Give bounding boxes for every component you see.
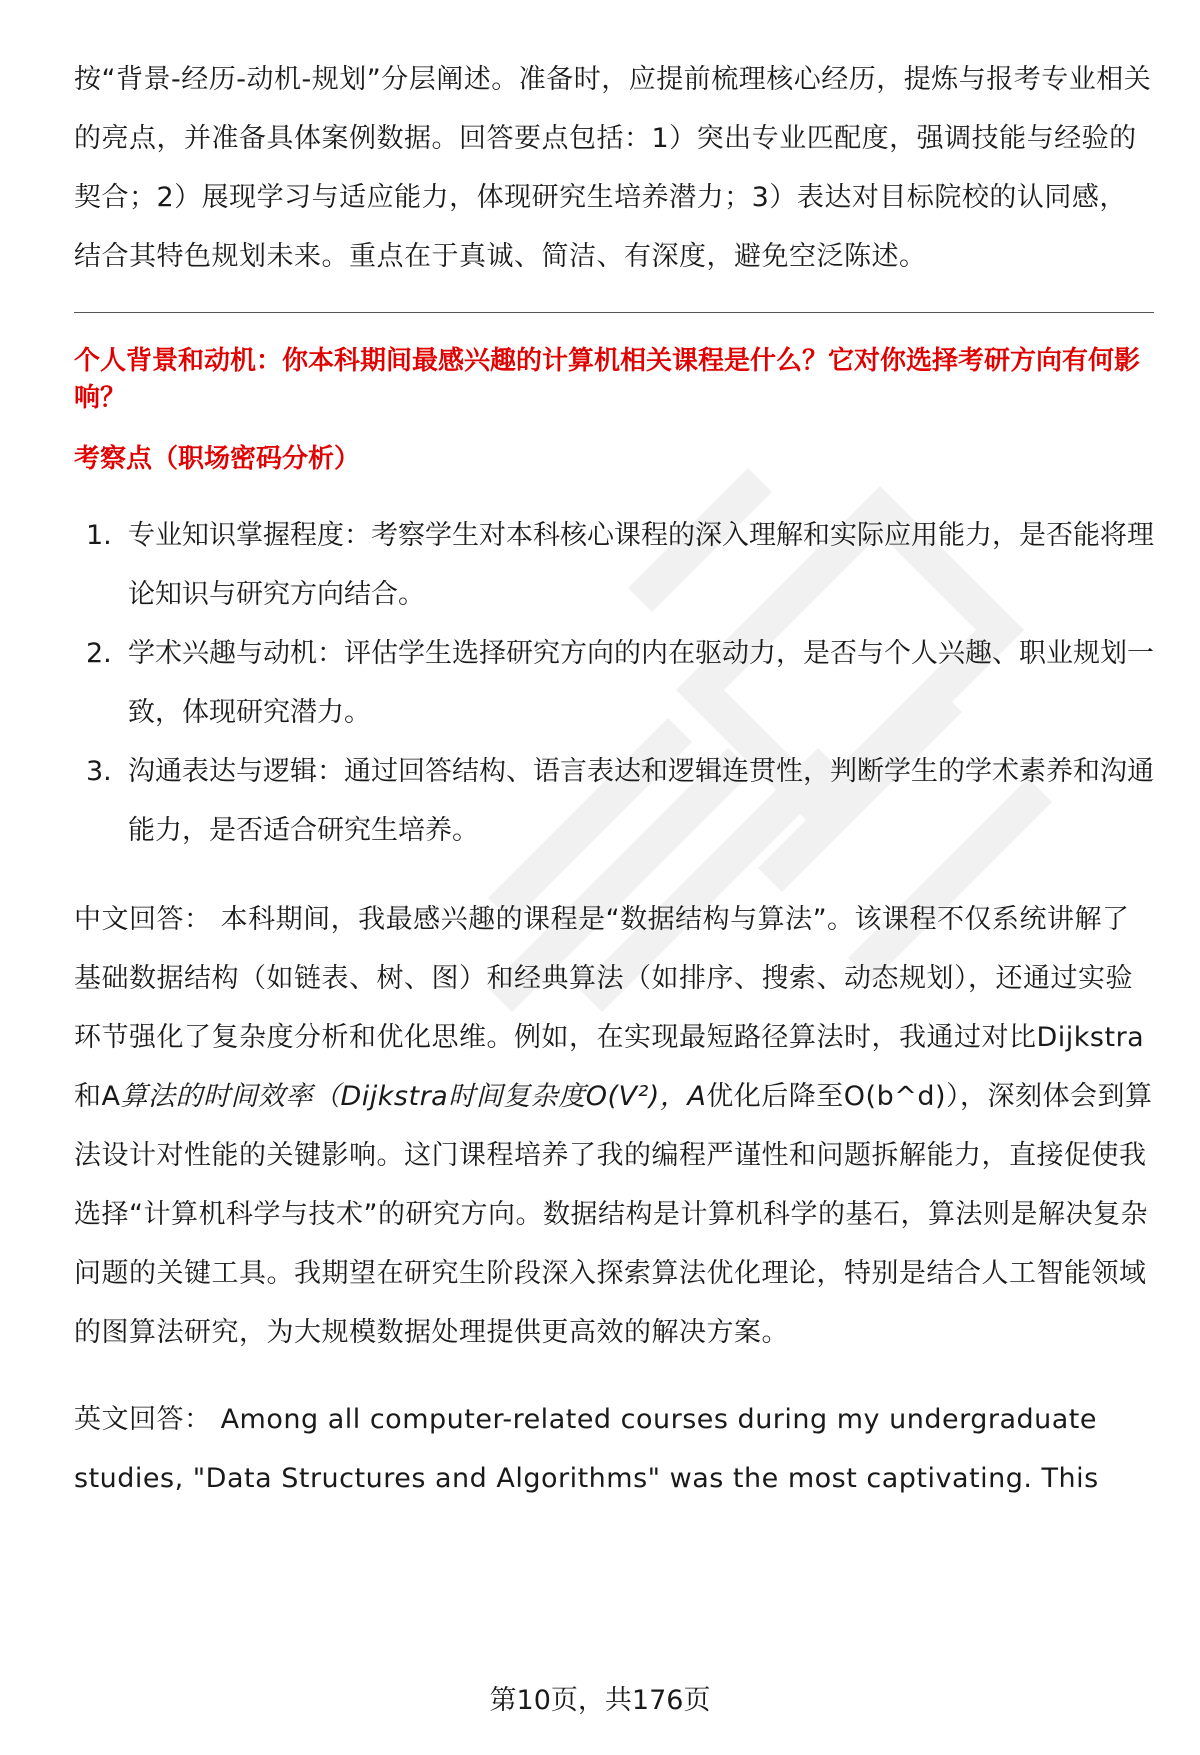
- list-item-text: 沟通表达与逻辑：通过回答结构、语言表达和逻辑连贯性，判断学生的学术素养和沟通能力，是否适合研究生培养。: [128, 756, 1154, 846]
- chinese-answer: [74, 890, 1154, 1362]
- list-item: [74, 742, 1154, 860]
- list-item-text: 学术兴趣与动机：评估学生选择研究方向的内在驱动力，是否与个人兴趣、职业规划一致，体现研究潜力。: [128, 638, 1154, 728]
- chinese-answer-text-2: 优化后降至O(b^d)），深刻体会到算法设计对性能的关键影响。这门课程培养了我的编程严谨性和问题拆解能力，直接促使我选择“计算机科学与技术”的研究方向。数据结构是计算机科学的基石，算法则是解决复杂问题的关键工具。我期望在研究生阶段深入探索算法优化理论，特别是结合人工智能领域的图算法研究，为大规模数据处理提供更高效的解决方案。: [74, 1081, 1153, 1348]
- english-answer-label: 英文回答：: [74, 1404, 212, 1435]
- list-item-number: 1.: [86, 520, 112, 551]
- assessment-title: 考察点（职场密码分析）: [74, 444, 361, 474]
- intro-paragraph: 按“背景-经历-动机-规划”分层阐述。准备时，应提前梳理核心经历，提炼与报考专业相关的亮点，并准备具体案例数据。回答要点包括：1）突出专业匹配度，强调技能与经验的契合；2）展现学习与适应能力，体现研究生培养潜力；3）表达对目标院校的认同感，结合其特色规划未来。重点在于真诚、简洁、有深度，避免空泛陈述。: [74, 64, 1152, 272]
- question-heading: 个人背景和动机：你本科期间最感兴趣的计算机相关课程是什么？它对你选择考研方向有何影响？: [74, 346, 1141, 413]
- page-footer: 第10页，共176页: [489, 1685, 711, 1716]
- english-answer: [74, 1390, 1154, 1508]
- chinese-answer-text-1: 本科期间，我最感兴趣的课程是“数据结构与算法”。该课程不仅系统讲解了基础数据结构（如链表、树、图）和经典算法（如排序、搜索、动态规划），还通过实验环节强化了复杂度分析和优化思维。例如，在实现最短路径算法时，我通过对比Dijkstra和A: [74, 904, 1145, 1112]
- english-answer-text: Among all computer-related courses during my undergraduate studies, "Data Structures and Algorithms" was the most captivating. This: [74, 1404, 1099, 1494]
- assessment-points-list: [74, 506, 1154, 860]
- list-item-number: 2.: [86, 638, 112, 669]
- list-item-number: 3.: [86, 756, 112, 787]
- chinese-answer-italic: 算法的时间效率（Dijkstra时间复杂度O(V²)，A: [120, 1081, 707, 1112]
- chinese-answer-label: 中文回答：: [74, 904, 212, 935]
- section-divider: [74, 312, 1154, 313]
- list-item-text: 专业知识掌握程度：考察学生对本科核心课程的深入理解和实际应用能力，是否能将理论知识与研究方向结合。: [128, 520, 1154, 610]
- document-page: [74, 50, 1154, 1508]
- list-item: [74, 624, 1154, 742]
- list-item: [74, 506, 1154, 624]
